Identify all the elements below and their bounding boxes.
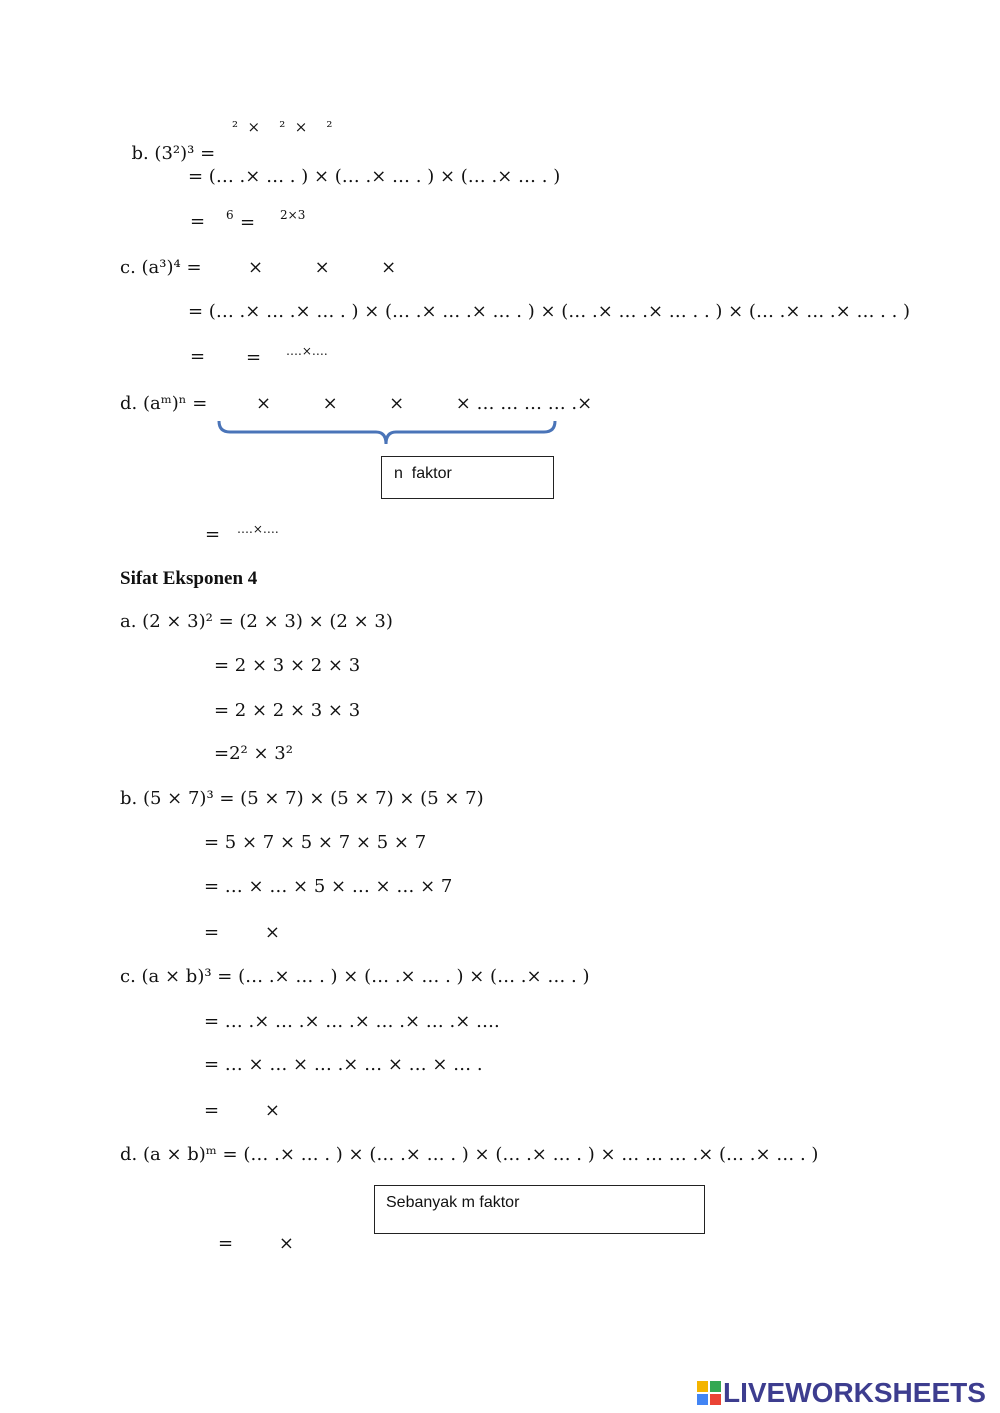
- s4c-line4: = ×: [204, 1100, 280, 1121]
- p3b-line1: [120, 121, 215, 165]
- p3b-line3-eq2: =: [240, 212, 256, 233]
- s4b-line4: = ×: [204, 922, 280, 943]
- p3c-lhs: c. (a³)⁴ =: [120, 257, 202, 278]
- p3c-line2: = (… .× … .× … . ) × (… .× … .× … . ) × (… .× … .× … . . ) × (… .× … .× … . . ): [188, 301, 911, 322]
- p3b-lhs: b. (3²)³ =: [131, 143, 216, 164]
- p3b-line3-sup1: 6: [226, 208, 234, 222]
- p3b-line1-superscripts: ² × ² × ²: [232, 118, 333, 136]
- s4b-line1: b. (5 × 7)³ = (5 × 7) × (5 × 7) × (5 × 7): [120, 788, 484, 809]
- s4a-line4: =2² × 3²: [214, 743, 293, 764]
- s4d-last: = ×: [218, 1233, 294, 1254]
- s4a-line1: a. (2 × 3)² = (2 × 3) × (2 × 3): [120, 611, 393, 632]
- p3d-lhs: d. (aᵐ)ⁿ =: [120, 393, 208, 414]
- p3d-line3-sup: ….×….: [237, 522, 279, 536]
- n-faktor-box: [381, 456, 554, 499]
- p3b-line3-sup2: 2×3: [280, 208, 306, 222]
- n-faktor-label: n faktor: [394, 465, 452, 482]
- liveworksheets-logo: [697, 1377, 986, 1409]
- p3c-line3-eq2: =: [246, 347, 262, 368]
- s4c-line2: = … .× … .× … .× … .× … .× ….: [204, 1011, 500, 1032]
- p3c-line3-sup: ….×….: [286, 344, 328, 358]
- p3d-line3-eq: =: [205, 524, 221, 545]
- s4d-line1: d. (a × b)ᵐ = (… .× … . ) × (… .× … . ) × (… .× … . ) × … … … .× (… .× … . ): [120, 1144, 819, 1165]
- section-title: Sifat Eksponen 4: [120, 568, 258, 589]
- sebanyak-m-faktor-label: Sebanyak m faktor: [386, 1194, 520, 1211]
- p3c-times: × × ×: [248, 257, 397, 278]
- p3b-line3-eq: =: [190, 211, 228, 232]
- s4a-line3: = 2 × 2 × 3 × 3: [214, 700, 361, 721]
- liveworksheets-mark-icon: [697, 1381, 721, 1405]
- p3c-line3-eq: =: [190, 346, 206, 367]
- sebanyak-m-faktor-box: [374, 1185, 705, 1234]
- s4b-line3: = … × … × 5 × … × … × 7: [204, 876, 453, 897]
- p3d-times: × × × × … … … … .×: [256, 393, 593, 414]
- s4c-line1: c. (a × b)³ = (… .× … . ) × (… .× … . ) × (… .× … . ): [120, 966, 590, 987]
- brand-name: LIVEWORKSHEETS: [723, 1377, 986, 1408]
- s4b-line2: = 5 × 7 × 5 × 7 × 5 × 7: [204, 832, 427, 853]
- curly-brace-icon: [216, 418, 558, 448]
- p3b-line2: = (… .× … . ) × (… .× … . ) × (… .× … . ): [188, 166, 561, 187]
- s4a-line2: = 2 × 3 × 2 × 3: [214, 655, 361, 676]
- s4c-line3: = … × … × … .× … × … × … .: [204, 1054, 483, 1075]
